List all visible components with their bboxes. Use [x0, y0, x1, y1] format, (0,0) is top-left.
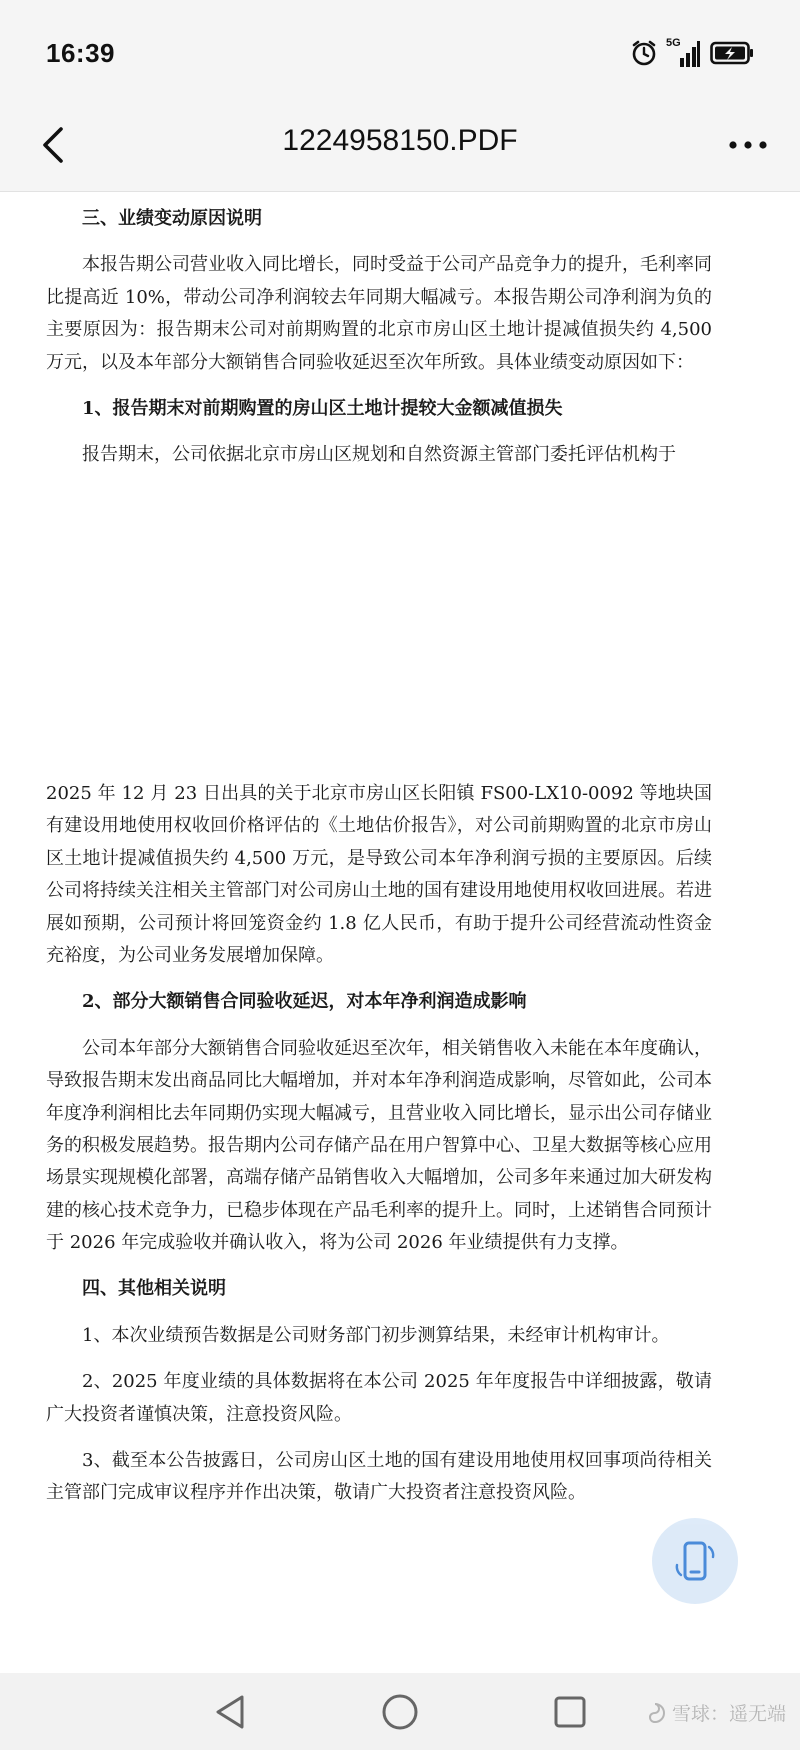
item1-paragraph-continued: 2025 年 12 月 23 日出具的关于北京市房山区长阳镇 FS00-LX10-0092 等地块国有建设用地使用权收回价格评估的《土地估价报告》，对公司前期购置的北京市房山区土地计提减值损失约 4,500 万元，是导致公司本年净利润亏损的主要原因。后续公司将持续关注相关主管部门对公司房山土地的国有建设用地使用权收回进展。若进展如预期，公司预计将回笼资金约 1.8 亿人民币，有助于提升公司经营流动性资金充裕度，为公司业务发展增加保障。 [46, 783, 712, 966]
nav-recents-button[interactable] [545, 1687, 595, 1737]
section4-heading: 四、其他相关说明 [82, 1278, 226, 1300]
pdf-document-view[interactable] [0, 193, 800, 1673]
nav-back-triangle-icon [213, 1693, 247, 1731]
more-dots-icon [728, 140, 768, 150]
app-header [0, 100, 800, 192]
section4-item-3: 3、截至本公告披露日，公司房山区土地的国有建设用地使用权回事项尚待相关主管部门完成审议程序并作出决策，敬请广大投资者注意投资风险。 [46, 1450, 712, 1504]
item1-paragraph-start: 报告期末，公司依据北京市房山区规划和自然资源主管部门委托评估机构于 [82, 444, 676, 466]
watermark [644, 1699, 786, 1726]
nav-home-button[interactable] [375, 1687, 425, 1737]
status-bar [0, 0, 800, 100]
alarm-icon [630, 39, 658, 67]
nav-home-circle-icon [380, 1692, 420, 1732]
snowball-logo-icon [644, 1702, 666, 1724]
status-time: 16:39 [46, 38, 115, 68]
document-block-bottom [46, 778, 712, 1524]
rotate-screen-button[interactable] [652, 1518, 738, 1604]
battery-charging-icon [710, 41, 754, 65]
more-options-button[interactable] [718, 120, 778, 170]
item1-heading: 1、报告期末对前期购置的房山区土地计提较大金额减值损失 [82, 397, 563, 419]
system-nav-bar [0, 1673, 800, 1750]
signal-icon [668, 39, 700, 67]
rotate-phone-icon [673, 1537, 717, 1585]
item2-paragraph: 公司本年部分大额销售合同验收延迟至次年，相关销售收入未能在本年度确认，导致报告期末发出商品同比大幅增加，并对本年净利润造成影响，尽管如此，公司本年度净利润相比去年同期仍实现大幅减亏，且营业收入同比增长，显示出公司存储业务的积极发展趋势。报告期内公司存储产品在用户智算中心、卫星大数据等核心应用场景实现规模化部署，高端存储产品销售收入大幅增加，公司多年来通过加大研发构建的核心技术竞争力，已稳步体现在产品毛利率的提升上。同时，上述销售合同预计于 2026 年完成验收并确认收入，将为公司 2026 年业绩提供有力支撑。 [46, 1037, 712, 1254]
document-block-top [46, 203, 712, 486]
section4-item-1: 1、本次业绩预告数据是公司财务部门初步测算结果，未经审计机构审计。 [82, 1324, 670, 1346]
document-title: 1224958150.PDF [282, 124, 518, 157]
section3-paragraph: 本报告期公司营业收入同比增长，同时受益于公司产品竞争力的提升，毛利率同比提高近 10%，带动公司净利润较去年同期大幅减亏。本报告期公司净利润为负的主要原因为：报告期末公司对前期购置的北京市房山区土地计提减值损失约 4,500 万元，以及本年部分大额销售合同验收延迟至次年所致。具体业绩变动原因如下： [46, 254, 712, 373]
nav-back-button[interactable] [205, 1687, 255, 1737]
nav-recents-square-icon [552, 1694, 588, 1730]
section4-item-2: 2、2025 年度业绩的具体数据将在本公司 2025 年年度报告中详细披露，敬请广大投资者谨慎决策，注意投资风险。 [46, 1371, 712, 1425]
section3-heading: 三、业绩变动原因说明 [82, 208, 262, 229]
network-label: 5G [666, 37, 681, 49]
item2-heading: 2、部分大额销售合同验收延迟，对本年净利润造成影响 [82, 991, 527, 1013]
watermark-text: 雪球：遥无端 [671, 1703, 786, 1725]
status-icons [630, 38, 754, 68]
